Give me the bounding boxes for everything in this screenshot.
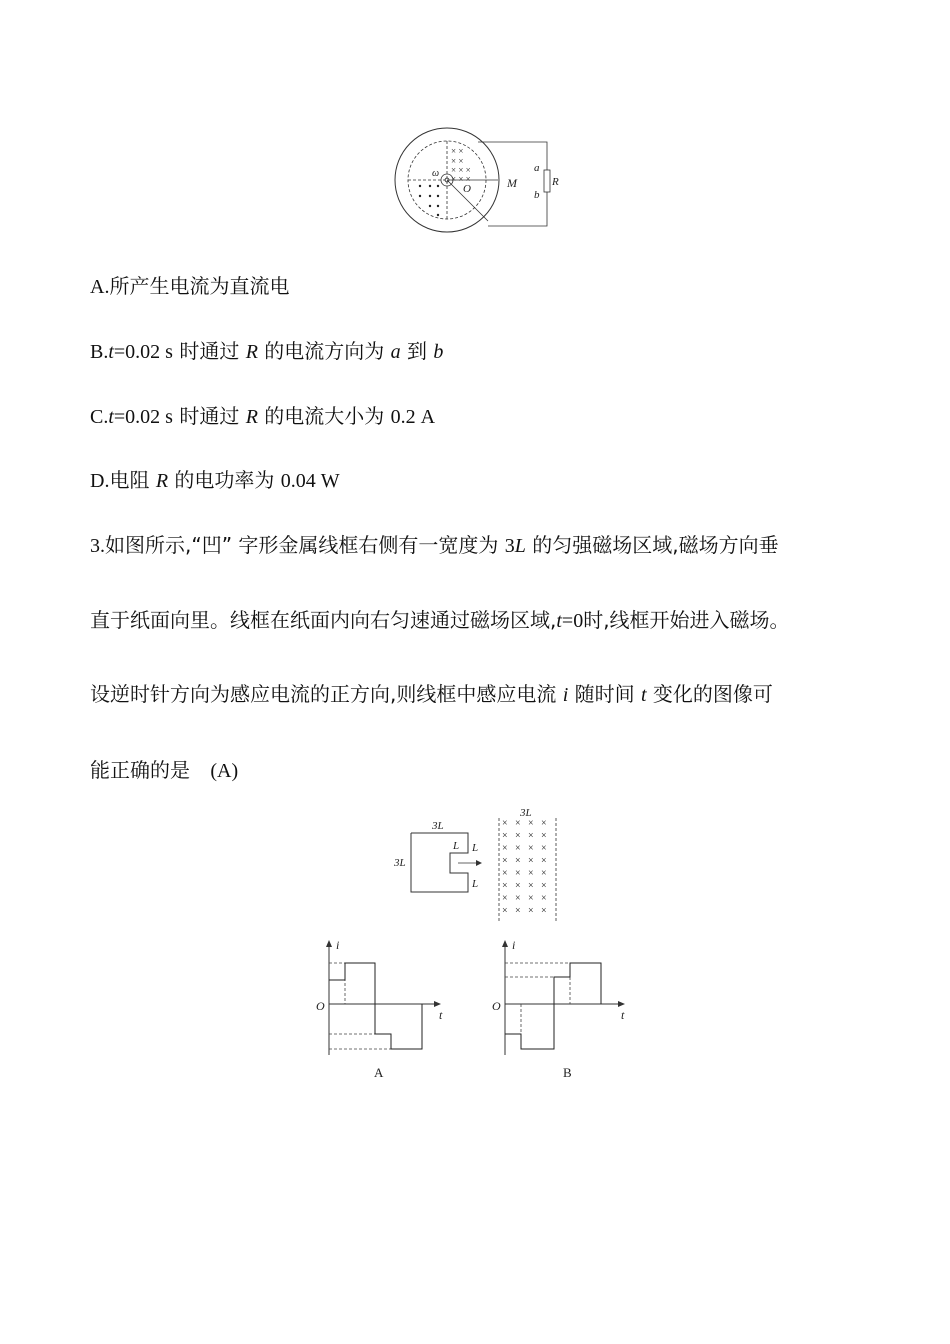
field-cross: × — [528, 818, 534, 829]
svg-text:× × ×: × × × — [451, 165, 471, 175]
center-o-label: O — [463, 183, 471, 195]
question3-line2: 直于纸面向里。线框在纸面内向右匀速通过磁场区域,t=0时,线框开始进入磁场。 — [90, 608, 790, 632]
field-cross: × — [515, 843, 521, 854]
field-cross: × — [502, 893, 508, 904]
graph-a-y-label: i — [336, 938, 340, 952]
graph-b-current-curve — [505, 963, 601, 1049]
field-cross: × — [502, 880, 508, 892]
answer: (A) — [210, 760, 239, 782]
graph-a — [312, 937, 462, 1082]
question3-line1: 3.如图所示,“凹” 字形金属线框右侧有一宽度为 3L 的匀强磁场区域,磁场方向垂 — [90, 533, 779, 557]
field-cross: × — [502, 830, 508, 842]
field-cross: × — [515, 905, 521, 917]
question3-line3: 设逆时针方向为感应电流的正方向,则线框中感应电流 i 随时间 t 变化的图像可 — [90, 682, 773, 706]
field-cross: × — [541, 818, 547, 829]
graph-b-y-label: i — [512, 938, 516, 952]
field-cross: × — [541, 893, 547, 904]
frame-and-field-figure — [388, 803, 568, 925]
point-a-label: a — [534, 162, 540, 174]
field-cross: × — [502, 868, 508, 879]
notch-label-3: L — [472, 878, 479, 890]
field-cross: × — [541, 868, 547, 879]
field-crosses — [451, 146, 471, 184]
field-cross: × — [515, 818, 521, 829]
field-cross: × — [515, 855, 521, 867]
graph-a-caption: A — [374, 1065, 384, 1080]
field-cross-grid — [502, 818, 547, 917]
disc-generator-figure — [390, 122, 560, 244]
field-cross: × — [502, 843, 508, 854]
concave-frame — [411, 833, 468, 892]
graph-a-origin: O — [316, 999, 325, 1013]
graph-b-x-label: t — [621, 1008, 625, 1022]
field-cross: × — [502, 905, 508, 917]
option-c: C.t=0.02 s 时通过 R 的电流大小为 0.2 A — [90, 404, 436, 428]
field-cross: × — [541, 843, 547, 854]
field-cross: × — [541, 880, 547, 892]
option-d: D.电阻 R 的电功率为 0.04 W — [90, 468, 340, 492]
resistor — [544, 170, 550, 192]
notch-label-2: L — [472, 842, 479, 854]
field-cross: × — [502, 855, 508, 867]
field-cross: × — [528, 830, 534, 842]
field-cross: × — [528, 855, 534, 867]
graph-a-x-label: t — [439, 1008, 443, 1022]
svg-text:× ×: × × — [451, 156, 464, 166]
field-cross: × — [502, 818, 508, 829]
field-cross: × — [528, 843, 534, 854]
graph-a-current-curve — [329, 963, 422, 1049]
field-dots — [419, 185, 439, 216]
omega-label: ω — [432, 168, 440, 179]
field-cross: × — [515, 880, 521, 892]
graph-b — [488, 937, 638, 1082]
field-cross: × — [515, 893, 521, 904]
svg-text:× × ×: × × × — [451, 174, 471, 184]
notch-label-1: L — [453, 840, 460, 852]
question3-line4: 能正确的是 (A) — [90, 758, 239, 782]
point-m-label: M — [507, 176, 517, 190]
graph-b-origin: O — [492, 999, 501, 1013]
field-cross: × — [515, 830, 521, 842]
field-cross: × — [541, 905, 547, 917]
point-b-label: b — [534, 189, 540, 201]
option-a: A.所产生电流为直流电 — [90, 274, 290, 298]
field-cross: × — [528, 893, 534, 904]
field-cross: × — [528, 868, 534, 879]
frame-height-label: 3L — [394, 857, 406, 869]
field-width-label: 3L — [520, 807, 532, 819]
resistor-r-label: R — [552, 176, 559, 188]
graph-b-caption: B — [563, 1065, 572, 1080]
svg-text:× ×: × × — [451, 146, 464, 156]
option-b: B.t=0.02 s 时通过 R 的电流方向为 a 到 b — [90, 339, 444, 363]
field-cross: × — [515, 868, 521, 879]
field-cross: × — [541, 855, 547, 867]
field-cross: × — [528, 880, 534, 892]
frame-width-label: 3L — [432, 820, 444, 832]
field-cross: × — [541, 830, 547, 842]
field-cross: × — [528, 905, 534, 917]
